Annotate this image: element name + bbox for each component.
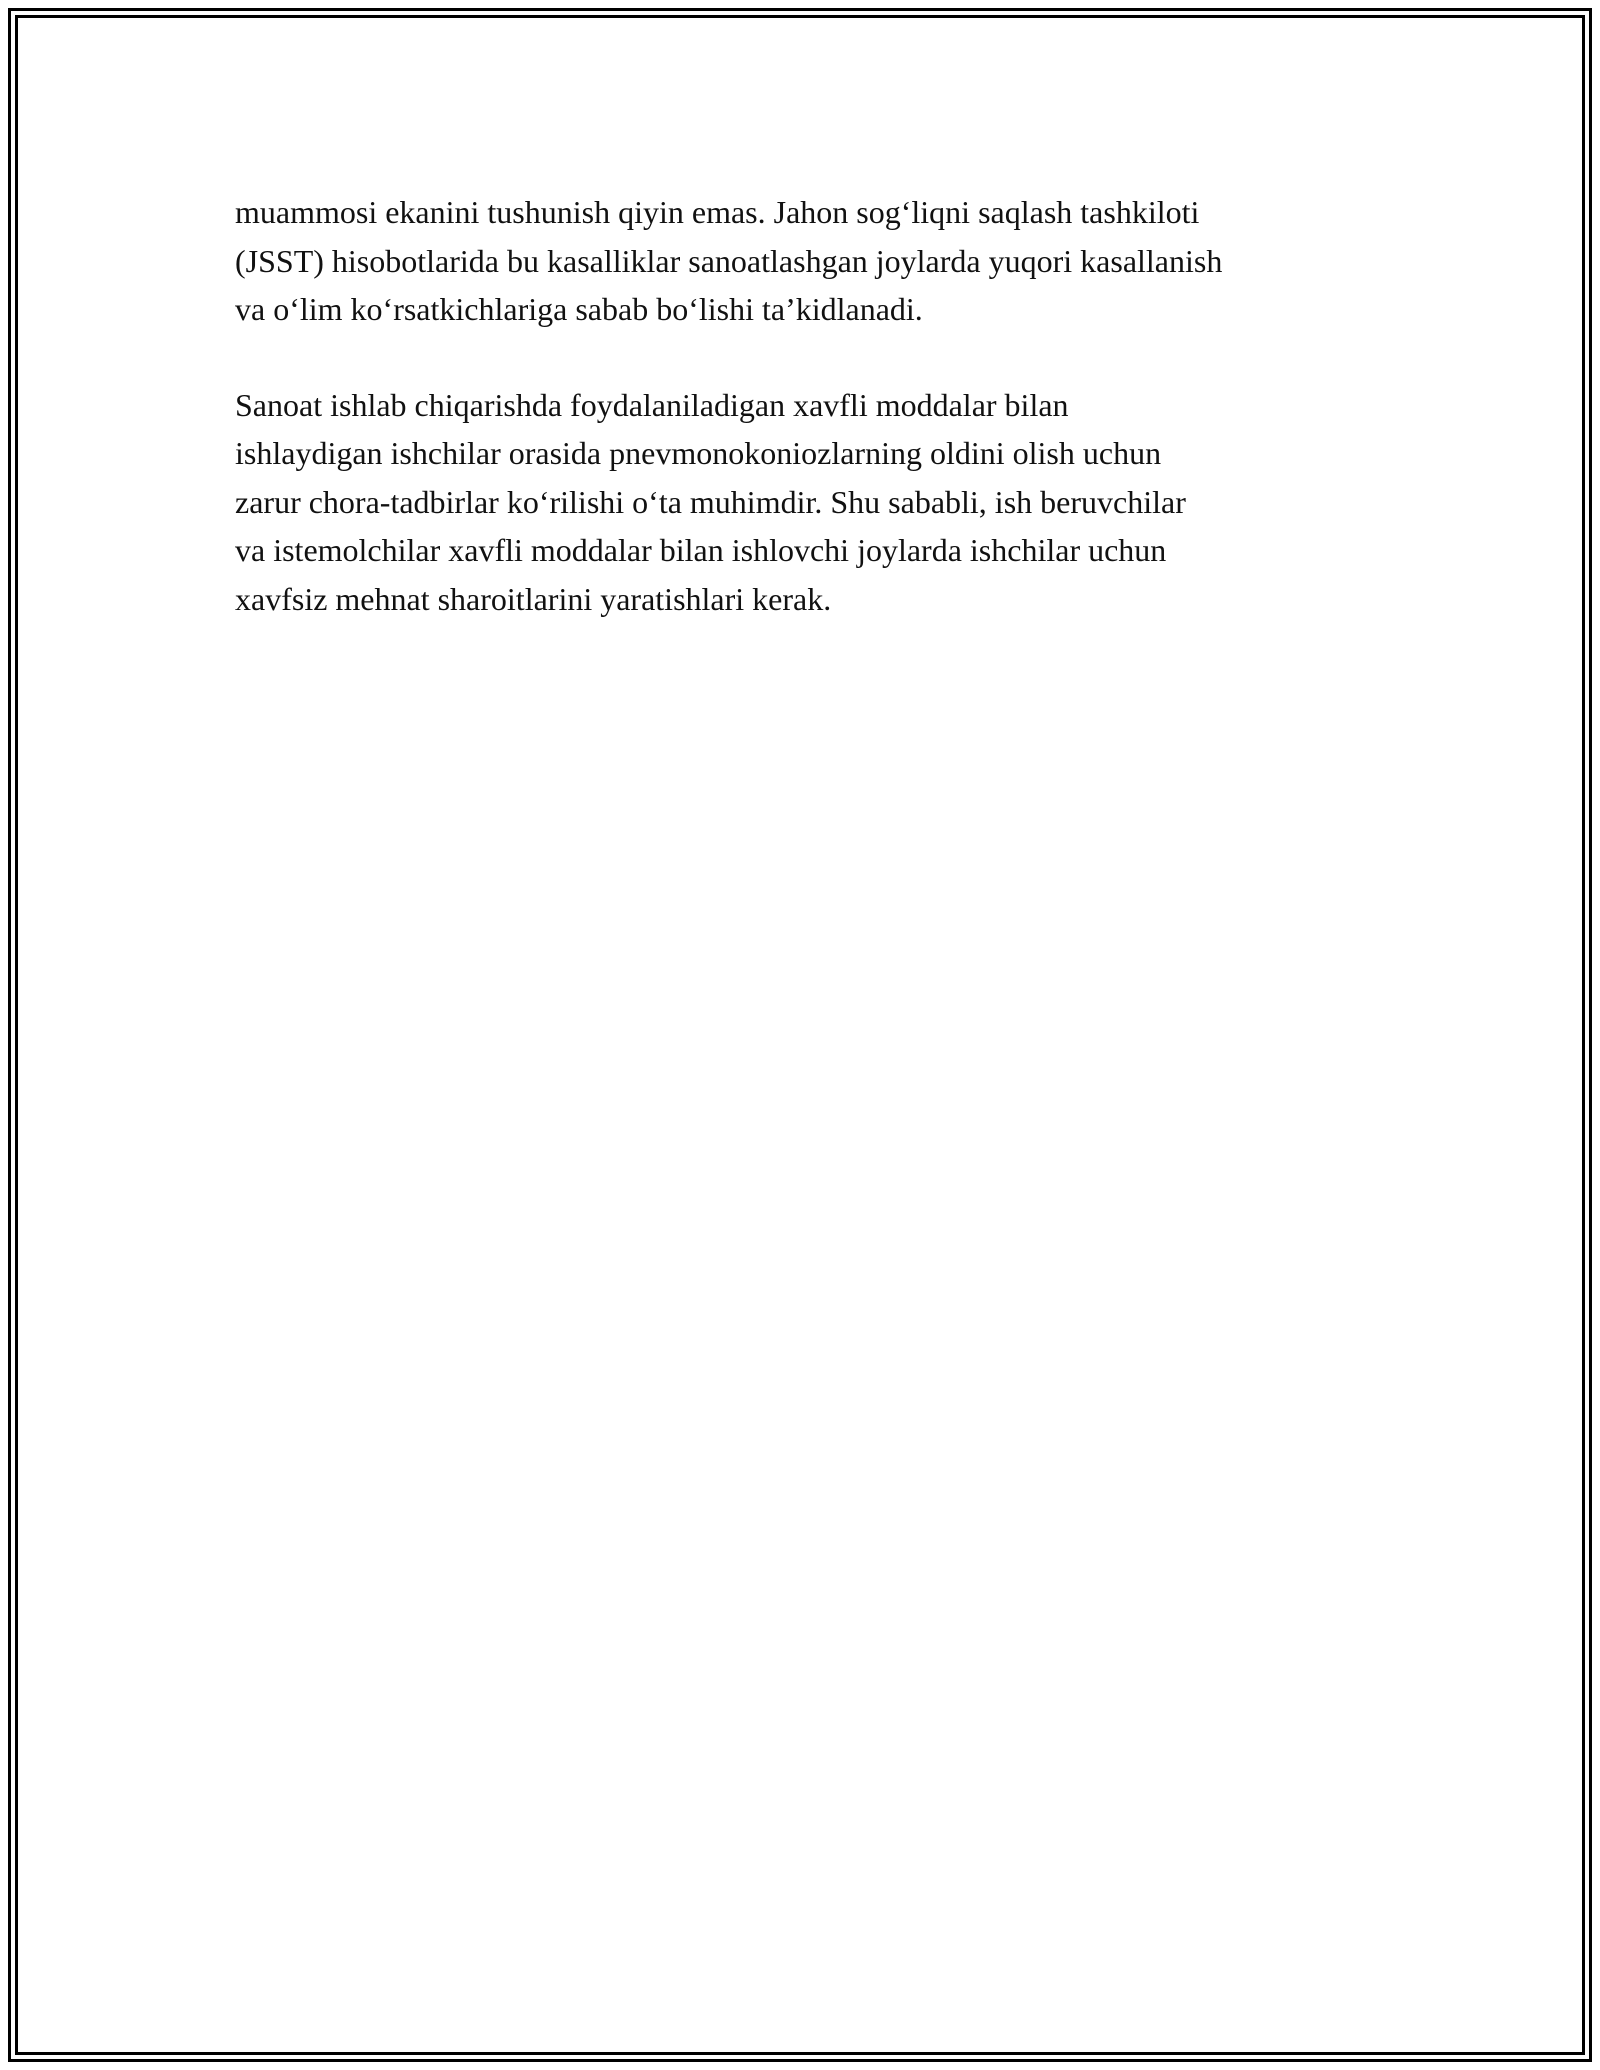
paragraph-2-line-5: xavfsiz mehnat sharoitlarini yaratishlari kerak. xyxy=(235,580,832,617)
paragraph-1-line-1: muammosi ekanini tushunish qiyin emas. Jahon sog‘liqni saqlash tashkiloti xyxy=(235,194,1200,230)
paragraph-1-line-3: va o‘lim ko‘rsatkichlariga sabab bo‘lishi ta’kidlanadi. xyxy=(235,291,923,327)
paragraph-1-line-2: (JSST) hisobotlarida bu kasalliklar sanoatlashgan joylarda yuqori kasallanish xyxy=(235,242,1223,279)
paragraph-2-line-3: zarur chora-tadbirlar ko‘rilishi o‘ta muhimdir. Shu sababli, ish beruvchilar xyxy=(235,483,1186,520)
paragraph-2-line-1: Sanoat ishlab chiqarishda foydalaniladigan xavfli moddalar bilan xyxy=(235,386,1069,423)
paragraph-1 xyxy=(235,188,1385,334)
paragraph-2-line-4: va istemolchilar xavfli moddalar bilan ishlovchi joylarda ishchilar uchun xyxy=(235,532,1167,568)
paragraph-2 xyxy=(235,381,1385,624)
paragraph-2-line-2: ishlaydigan ishchilar orasida pnevmonokoniozlarning oldini olish uchun xyxy=(235,435,1162,471)
page-body xyxy=(235,188,1385,623)
